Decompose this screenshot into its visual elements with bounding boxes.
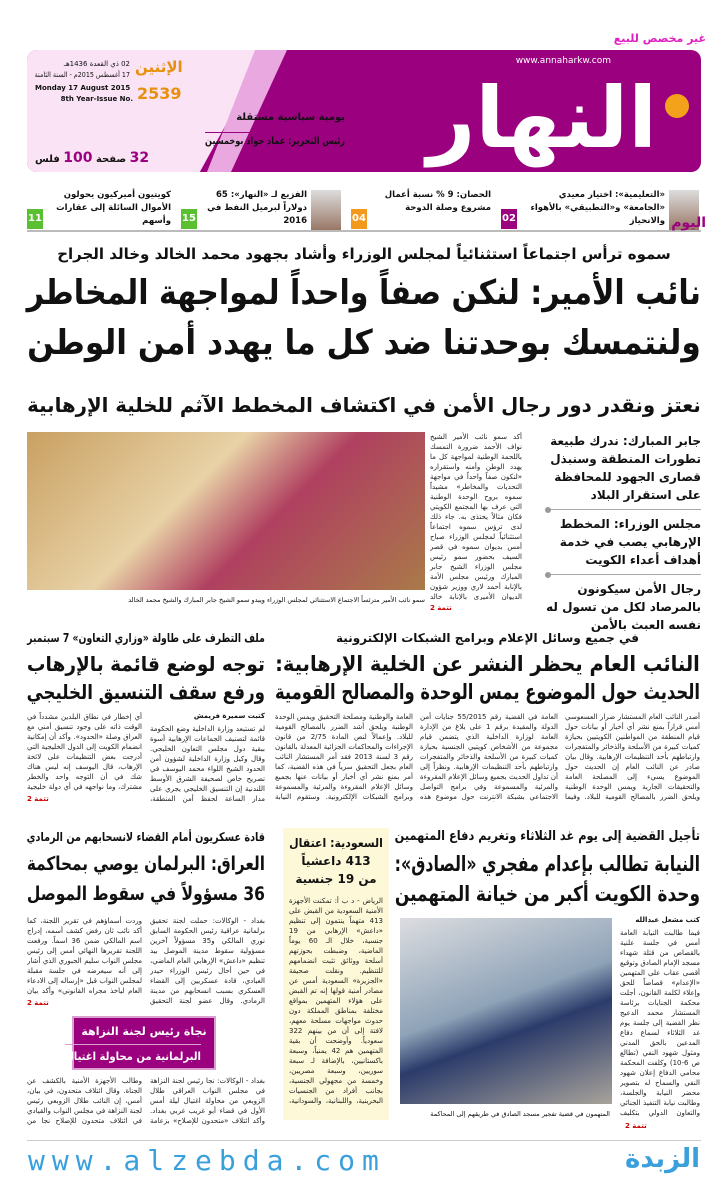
karbouli-box[interactable]: [65, 1016, 216, 1070]
ban-body-col: أصدر النائب العام المستشار ضرار العسعوسي أمس قراراً بمنع نشر أي أخبار أو بيانات حول قيام المنطقة من المواطنين الكويتيين بحيازة كميات كبيرة من الأسلحة والذخائر والمتفجرات وارتباطهم بأحد التنظيمات الإرهابية. وقال بيان صادر عن النائب العام إن الحديث حول الموضوع يسيء إلى المصلحة العامة والتحقيقات الجارية ويمس الوحدة الوطنية ويلحق الضرر بالمصالح القومية للبلاد. وفيما: [565, 713, 700, 801]
gcc-kicker: ملف التطرف على طاولة «وزاري التعاون» 7 سبتمبر: [27, 631, 265, 645]
teasers-bar: [27, 188, 701, 232]
lead-body: أكد سمو نائب الأمير الشيخ نواف الأحمد ضرورة التمسك باللحمة الوطنية لمواجهة كل ما يهدد الوطن وأمنه واستقراره «لنكون صفاً واحداً في مواجهة التحديات والمخاطر» مشيداً سموه بروح الوحدة الوطنية التي عرف بها المجتمع الكويتي فكان مثالاً يحتذى به. جاء ذلك لدى ترؤس سموه اجتماعاً استثنائياً لمجلس الوزراء صباح أمس بديوان سموه في قصر السيف بحضور سمو رئيس مجلس الوزراء الشيخ جابر المبارك ورئيس مجلس الأمة بالإنابة أحمد لاري ووزير شؤون الديوان الأميري بالإنابة خالد: [430, 433, 522, 600]
page-count: 32: [129, 150, 150, 166]
gcc-headline-2[interactable]: ورفع سقف التنسيق الخليجي: [26, 680, 265, 704]
page-number-badge: 02: [501, 209, 517, 229]
lead-photo[interactable]: [27, 432, 425, 590]
divider: [551, 574, 701, 575]
footer-url[interactable]: www.alzebda.com: [28, 1144, 386, 1177]
sidebar-point: رجال الأمن سيكونون بالمرصاد لكل من تسول له نفسه العبث بالأمن: [546, 582, 701, 632]
karbouli-line-1: نجاة رئيس لجنة النزاهة: [81, 1025, 207, 1038]
sadiq-headline-2[interactable]: وحدة الكويت أكبر من خيانة المتهمين: [394, 882, 700, 906]
page-number-badge: 04: [351, 209, 367, 229]
lead-headline-1[interactable]: نائب الأمير: لنكن صفاً واحداً لمواجهة المخاطر: [26, 273, 702, 313]
karbouli-line-2: البرلمانية من محاولة اغتيال: [65, 1044, 201, 1069]
sadiq-body: فيما طالبت النيابة العامة أمس في جلسة علنية بالقصاص من قتلة شهداء مسجد الإمام الصادق وتوقيع أقصى عقاب على المتهمين «الإعدام» قصاصاً للحق وإعلاء لكلمة القانون، أجلت محكمة الجنايات برئاسة المستشار محمد الدعيج نظر القضية إلى جلسة يوم غد الثلاثاء لسماع دفاع المدعين بالحق المدني ومثول شهود النفي (تطالع ص 6-10) وكلفت المحكمة محامي الدفاع إعلان شهود النفي والسماح له بتصوير محضر النيابة والجلسة، وطالبت نيابة التنفيذ الجنائي والتعاون الدولي بتكليف: [620, 929, 700, 1117]
karbouli-body-col: وطالب الأجهزة الأمنية بالكشف عن الجناة. وقال ائتلاف متحدون، في بيان، أمس، إن النائب طلال الزوبعي رئيس لجنة النزاهة في مجلس النواب والقيادي في ائتلاف متحدون للإصلاح نجا من: [27, 1077, 142, 1125]
price-unit: فلس: [35, 154, 60, 165]
iraq-body-col: وردت أسماؤهم في تقرير اللجنة، كما أكد نائب ثان رفض كشف أسمه، إدراج اسم المالكي ضمن 36 اسماً. ورفعت اللجنة تقريرها النهائي أمس إلى رئيس مجلس النواب سليم الجبوري الذي أشار إلى أنه سيعرضه في جلسة مقبلة لمجلس النواب قبل «إرساله إلى الادعاء العام لياخذ مجراه القانوني» وأكد بيان: [27, 917, 142, 995]
pages-label: صفحة: [95, 154, 127, 165]
teaser-item[interactable]: [27, 188, 171, 230]
hijri-date: 02 ذي القعدة 1436هـ: [63, 60, 130, 68]
bullet-dot: [545, 507, 551, 513]
price-info: [35, 150, 149, 166]
gregorian-date-ar: 17 أغسطس 2015م - السنة الثامنة: [34, 71, 130, 79]
newspaper-logo: النهار: [427, 69, 657, 167]
iraq-kicker: قادة عسكريون أمام القضاء لانسحابهم من الرمادي: [26, 830, 265, 844]
teaser-thumbnail: [311, 190, 341, 230]
weekday: الإثنين: [135, 58, 183, 76]
ban-headline-1[interactable]: النائب العام يحظر النشر عن الخلية الإرهابية:: [275, 652, 700, 676]
editor-in-chief: رئيس التحرير: عماد جواد بوخمسين: [205, 132, 345, 147]
saudi-headline-3[interactable]: من 19 جنسية: [295, 872, 377, 886]
teaser-item[interactable]: [351, 188, 491, 230]
continued-link[interactable]: تتمة 2: [625, 1122, 647, 1130]
divider: [551, 509, 701, 510]
gcc-headline-1[interactable]: توجه لوضع قائمة بالإرهاب: [26, 652, 266, 676]
today-label: اليوم: [671, 215, 706, 231]
ban-body-col: العامة والوطنية ومصلحة التحقيق ويمس الوحدة الوطنية ويلحق أشد الضرر بالمصالح القومية للبلاد. وإعمالاً لنص المادة 2/75 من قانون الإجراءات والمحاكمات الجزائية المعدلة بالقانون رقم 3 لسنة 2013 فقد أمر المستشار النائب العام بجعل التحقيق سرياً في هذه القضية، كما أمر بمنع نشر أي أخبار أو بيانات عنها بجميع وسائل الإعلام المقروءة والمرئية والمسموعة وبرامج الشبكات الإلكترونية. وستقوم النيابة: [275, 713, 413, 801]
saudi-body: الرياض - د ب أ: تمكنت الأجهزة الأمنية السعودية من القبض على 413 متهماً ينتمون إلى تنظيم «داعش» الإرهابي من 19 جنسية، خلال الـ 60 يوماً الماضية، وضبطت بحوزتهم أسلحة ووثائق تثبت انضمامهم للتنظيم. ونقلت صحيفة «الجزيرة» السعودية أمس عن مصادر أمنية قولها إنه تم القبض على هؤلاء المتهمين بمواقع مختلفة بمناطق المملكة دون حدوث مواجهات مسلحة معهم، لافتة إلى أن من بينهم 322 سعودياً. وأوضحت أن بقية المتهمين هم 42 يمنياً، وسبعة باكستانيين، بالإضافة لـ سبعة سوريين، وسبعة مصريين، وخمسة من مجهولي الجنسية، بجانب أفراد من الجنسيات البحرينية، واللبنانية، والسودانية،: [289, 897, 383, 1105]
ban-headline-2[interactable]: الحديث حول الموضوع يمس الوحدة والمصالح القومية: [274, 680, 700, 704]
sidebar-point: جابر المبارك: ندرك طبيعة تطورات المنطقة وسنبذل قصارى الجهود للمحافظة على استقرار البلاد: [550, 434, 701, 502]
sadiq-photo-caption: المتهمون في قضية تفجير مسجد الصادق في طريقهم إلى المحاكمة: [430, 1110, 610, 1118]
teaser-text: كويتيون أميركيون يحولون الأموال السائلة إلى عقارات وأسهم: [56, 190, 171, 226]
continued-link[interactable]: تتمة 2: [430, 604, 452, 612]
iraq-headline-1[interactable]: العراق: البرلمان يوصي بمحاكمة: [26, 853, 266, 875]
saudi-headline-2[interactable]: 413 داعشياً: [301, 854, 371, 868]
continued-link[interactable]: تتمة 2: [27, 795, 49, 803]
website-url[interactable]: www.annaharkw.com: [515, 56, 611, 66]
teaser-text: الفزيع لـ «النهار»: 65 دولاراً لبرميل النفط في 2016: [207, 190, 307, 226]
sadiq-photo[interactable]: [400, 918, 612, 1104]
bullet-dot: [545, 572, 551, 578]
continued-link[interactable]: تتمة 2: [27, 999, 49, 1007]
teaser-item[interactable]: [181, 188, 341, 230]
tagline: يومية سياسية مستقلة: [236, 112, 345, 123]
sadiq-headline-1[interactable]: النيابة تطالب بإعدام مفجري «الصادق»:: [394, 852, 700, 876]
lead-sidebar: [529, 432, 701, 634]
lead-subhead: نعتز ونقدر دور رجال الأمن في اكتشاف المخطط الآثم للخلية الإرهابية: [27, 393, 701, 417]
lead-kicker: سموه ترأس اجتماعاً استثنائياً لمجلس الوزراء وأشاد بجهود محمد الخالد وخالد الجراح: [57, 245, 671, 263]
saudi-box: [283, 828, 389, 1120]
ban-body-col: العامة في القضية رقم 55/2015 جنايات أمن الدولة والمقيدة برقم 1 على بلاغ من الإدارة العامة لوزارة الداخلية الذي يتضمن قيام مجموعة من الأشخاص كويتيي الجنسية بحيازة كميات كبيرة من الأسلحة والذخائر والمتفجرات وارتباطهم بأحد التنظيمات الإرهابية. ونظراً إلى أن تداول الحديث بجميع وسائل الإعلام المقروءة والمرئية والمسموعة وفي برامج التواصل الاجتماعي بشبكة الانترنت حول موضوع هذه: [420, 713, 558, 801]
footer-divider: [27, 1140, 701, 1141]
issue-number: 2539: [137, 84, 182, 103]
iraq-headline-2[interactable]: 36 مسؤولاً في سقوط الموصل: [26, 883, 265, 905]
sadiq-kicker: تأجيل القضية إلى يوم غد الثلاثاء وتغريم دفاع المتهمين: [394, 829, 700, 844]
not-for-sale-label: غير مخصص للبيع: [613, 32, 706, 45]
gregorian-date-en: Monday 17 August 2015: [35, 84, 131, 92]
issue-label: 8th Year-Issue No.: [60, 95, 133, 103]
price-value: 100: [63, 150, 93, 166]
gcc-body-col: أي إخطار في نطاق البلدين مشدداً في الوقت ذاته على وجود تنسيق أمني مع العراق وصلة «الحدود». وأكد أن إمكانية انضمام الكويت إلى الدول الخليجية التي أدرجت بعض التنظيمات على لائحة الإرهاب، قال اليوسف إنه ليس هناك شك في أن التوجه واحد والخطر مشترك، وما نواجهه في أي دولة خليجية: [27, 713, 142, 791]
page-number-badge: 11: [27, 209, 43, 229]
sun-logo-icon: [665, 94, 689, 118]
lead-photo-caption: سمو نائب الأمير مترئساً الاجتماع الاستثنائي لمجلس الوزراء ويبدو سمو الشيخ جابر المبارك والشيخ محمد الخالد: [128, 596, 425, 604]
lead-headline-2[interactable]: ولنتمسك بوحدتنا ضد كل ما يهدد أمن الوطن: [27, 323, 701, 363]
alzebda-logo: الزبدة: [625, 1144, 700, 1174]
karbouli-body-col: بغداد - الوكالات: نجا رئيس لجنة النزاهة في مجلس النواب العراقي طلال الزوبعي من محاولة اغتيال ليلة أمس الأول في قضاء أبو غريب غربي بغداد. وأكد ائتلاف «متحدون للإصلاح» بزعامة: [150, 1077, 265, 1125]
saudi-headline-1[interactable]: السعودية: اعتقال: [289, 836, 383, 850]
sadiq-byline: كتب مشعل عبدالله: [635, 916, 700, 924]
teaser-text: «التعليمية»: اختيار معيدي «الجامعة» و«التطبيقي» بالأهواء والانحياز: [530, 190, 665, 226]
ban-kicker: في جميع وسائل الإعلام وبرامج الشبكات الإلكترونية: [336, 631, 639, 645]
gcc-byline: كتبت سميرة فريمش: [193, 712, 265, 720]
masthead: [27, 50, 701, 172]
teaser-text: الحصان: 9 % نسبة أعمال مشروع وصلة الدوحة: [384, 190, 491, 213]
gcc-body-col: لم تستبعد وزارة الداخلية وضع الحكومة قائمة لتصنيف الجماعات الإرهابية أسوة ببقية دول مجلس التعاون الخليجي. وقال وكيل وزارة الداخلية لشؤون أمن الحدود الشيخ اللواء محمد اليوسف في تصريح خاص لصحيفة الشرق الأوسط اللندنية إن التنسيق الخليجي يجري على مدار الساعة لحفظ أمن المنطقة،: [150, 725, 265, 803]
sidebar-point: مجلس الوزراء: المخطط الإرهابي يصب في خدمة أهداف أعداء الكويت: [559, 517, 701, 567]
iraq-body-col: بغداد - الوكالات: حملت لجنة تحقيق برلمانية عراقية رئيس الحكومة السابق نوري المالكي و35 مسؤولاً آخرين مسؤولية سقوط مدينة الموصل بيد تنظيم «داعش» الإرهابي العام الماضي، في حين أحال رئيس الوزراء حيدر العبادي، قادة عسكريين إلى القضاء العسكري بسبب انسحابهم من مدينة الرمادي. وقال عضو لجنة التحقيق: [150, 917, 265, 1005]
page-number-badge: 15: [181, 209, 197, 229]
